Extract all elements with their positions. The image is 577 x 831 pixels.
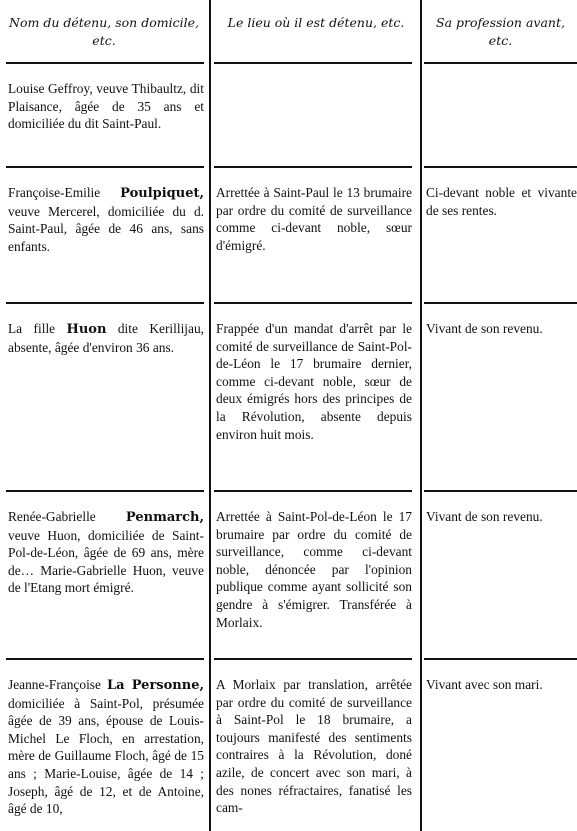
entry-separator — [214, 490, 412, 492]
entry-0-name: Louise Geffroy, veuve Thibaultz, dit Plaisance, âgée de 35 ans et domiciliée du dit Saint-Paul. — [8, 81, 204, 132]
header-lieu: Le lieu où il est détenu, etc. — [227, 15, 405, 30]
header-nom: Nom du détenu, son domicile, etc. — [9, 15, 199, 48]
entry-1-name: Françoise-Emilie Poulpiquet, veuve Mercerel, domiciliée du d. Saint-Paul, âgée de 46 ans, sans enfants. — [8, 185, 204, 254]
entry-2-lieu: Frappée d'un mandat d'arrêt par le comité de surveillance de Saint-Pol-de-Léon le 17 brumaire dernier, comme ci-devant noble, sœur de deux émigrés hors des principes de la Révolution, absente depuis environ huit mois. — [216, 321, 412, 442]
entry-separator — [214, 302, 412, 304]
entry-4-profession: Vivant avec son mari. — [426, 677, 543, 692]
header-rule-3 — [424, 62, 577, 64]
entry-separator — [6, 166, 204, 168]
entry-separator — [6, 302, 204, 304]
entry-4-lieu: A Morlaix par translation, arrêtée par ordre du comité de surveillance à Saint-Pol le 18 brumaire, a toujours manifesté des sentiments contraires à la Révolution, doné azile, de concert avec son mari, à des nones réfractaires, fanatisé les cam- — [216, 677, 412, 816]
entry-3-name: Renée-Gabrielle Penmarch, veuve Huon, domiciliée de Saint-Pol-de-Léon, âgée de 69 ans, mère de… Marie-Gabrielle Huon, veuve de l'Etang mort émigré. — [8, 509, 204, 596]
entry-1-lieu: Arrettée à Saint-Paul le 13 brumaire par ordre du comité de surveillance comme ci-devant noble, sœur d'émigré. — [216, 185, 412, 253]
header-rule-2 — [214, 62, 412, 64]
header-profession: Sa profession avant, etc. — [436, 15, 565, 48]
entry-2-name: La fille Huon dite Kerillijau, absente, âgée d'environ 36 ans. — [8, 321, 204, 355]
entry-separator — [424, 302, 577, 304]
header-rule-1 — [6, 62, 204, 64]
entry-separator — [424, 490, 577, 492]
entry-separator — [424, 658, 577, 660]
entry-2-profession: Vivant de son revenu. — [426, 321, 543, 336]
entry-1-profession: Ci-devant noble et vivante de ses rentes. — [426, 185, 577, 218]
entry-4-name: Jeanne-Françoise La Personne, domiciliée à Saint-Pol, présumée âgée de 39 ans, épouse de Louis-Michel Le Floch, en arrestation, mère de Guillaume Floch, âgé de 15 ans ; Marie-Louise, âgée de 14 ; Joseph, âgé de 12, et de Antoine, âgé de 10, — [8, 677, 204, 817]
entry-separator — [214, 166, 412, 168]
column-rule-right — [420, 0, 422, 831]
entry-separator — [6, 490, 204, 492]
entry-3-lieu: Arrettée à Saint-Pol-de-Léon le 17 brumaire par ordre du comité de surveillance, comme ci-devant noble, dénoncée par l'opinion publique comme ayant sollicité son gendre à s'émigrer. Transférée à Morlaix. — [216, 509, 412, 630]
entry-separator — [214, 658, 412, 660]
entry-separator — [6, 658, 204, 660]
entry-separator — [424, 166, 577, 168]
column-rule-left — [209, 0, 211, 831]
entry-3-profession: Vivant de son revenu. — [426, 509, 543, 524]
